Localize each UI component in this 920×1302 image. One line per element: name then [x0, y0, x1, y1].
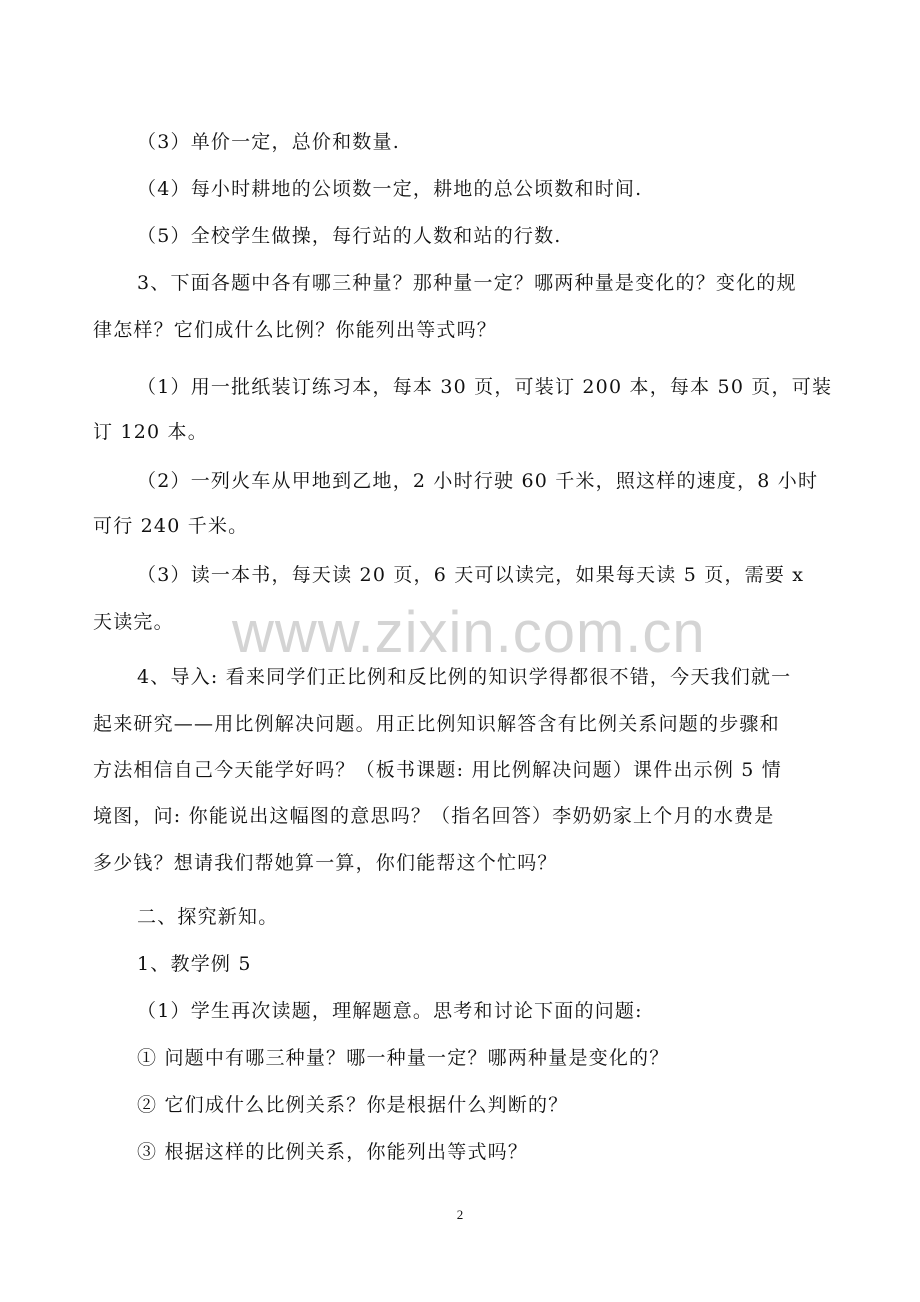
- text-line: 4、导入: 看来同学们正比例和反比例的知识学得都很不错，今天我们就一: [137, 666, 792, 688]
- text-line: 订 120 本。: [93, 421, 208, 443]
- text-line: 律怎样？它们成什么比例？你能列出等式吗？: [93, 319, 498, 341]
- watermark: www.zixin.com.cn: [232, 600, 706, 665]
- text-line: （3）读一本书，每天读 20 页，6 天可以读完，如果每天读 5 页，需要 x: [137, 564, 805, 586]
- subsection-heading: 1、教学例 5: [137, 953, 252, 975]
- page-number: 2: [456, 1207, 464, 1222]
- text-line: 方法相信自己今天能学好吗？（板书课题: 用比例解决问题）课件出示例 5 情: [93, 759, 783, 781]
- text-line: 起来研究——用比例解决问题。用正比例知识解答含有比例关系问题的步骤和: [93, 713, 780, 735]
- text-line: （4）每小时耕地的公顷数一定，耕地的总公顷数和时间.: [137, 178, 643, 200]
- question-item: ① 问题中有哪三种量？哪一种量一定？哪两种量是变化的？: [137, 1047, 670, 1069]
- text-line: （3）单价一定，总价和数量.: [137, 131, 400, 153]
- text-line: （5）全校学生做操，每行站的人数和站的行数.: [137, 225, 562, 247]
- question-item: ③ 根据这样的比例关系，你能列出等式吗？: [137, 1141, 529, 1163]
- text-line: （1）学生再次读题，理解题意。思考和讨论下面的问题:: [137, 1000, 643, 1022]
- question-item: ② 它们成什么比例关系？你是根据什么判断的？: [137, 1094, 569, 1116]
- text-line: 可行 240 千米。: [93, 515, 249, 537]
- text-line: 多少钱？想请我们帮她算一算，你们能帮这个忙吗？: [93, 852, 558, 874]
- text-line: 天读完。: [93, 611, 174, 633]
- text-line: （2）一列火车从甲地到乙地，2 小时行驶 60 千米，照这样的速度，8 小时: [137, 470, 819, 492]
- section-heading: 二、探究新知。: [137, 906, 279, 928]
- text-line: 境图，问: 你能说出这幅图的意思吗？（指名回答）李奶奶家上个月的水费是: [93, 805, 775, 827]
- text-line: 3、下面各题中各有哪三种量？那种量一定？哪两种量是变化的？变化的规: [137, 272, 797, 294]
- text-line: （1）用一批纸装订练习本，每本 30 页，可装订 200 本，每本 50 页，可装: [137, 376, 833, 398]
